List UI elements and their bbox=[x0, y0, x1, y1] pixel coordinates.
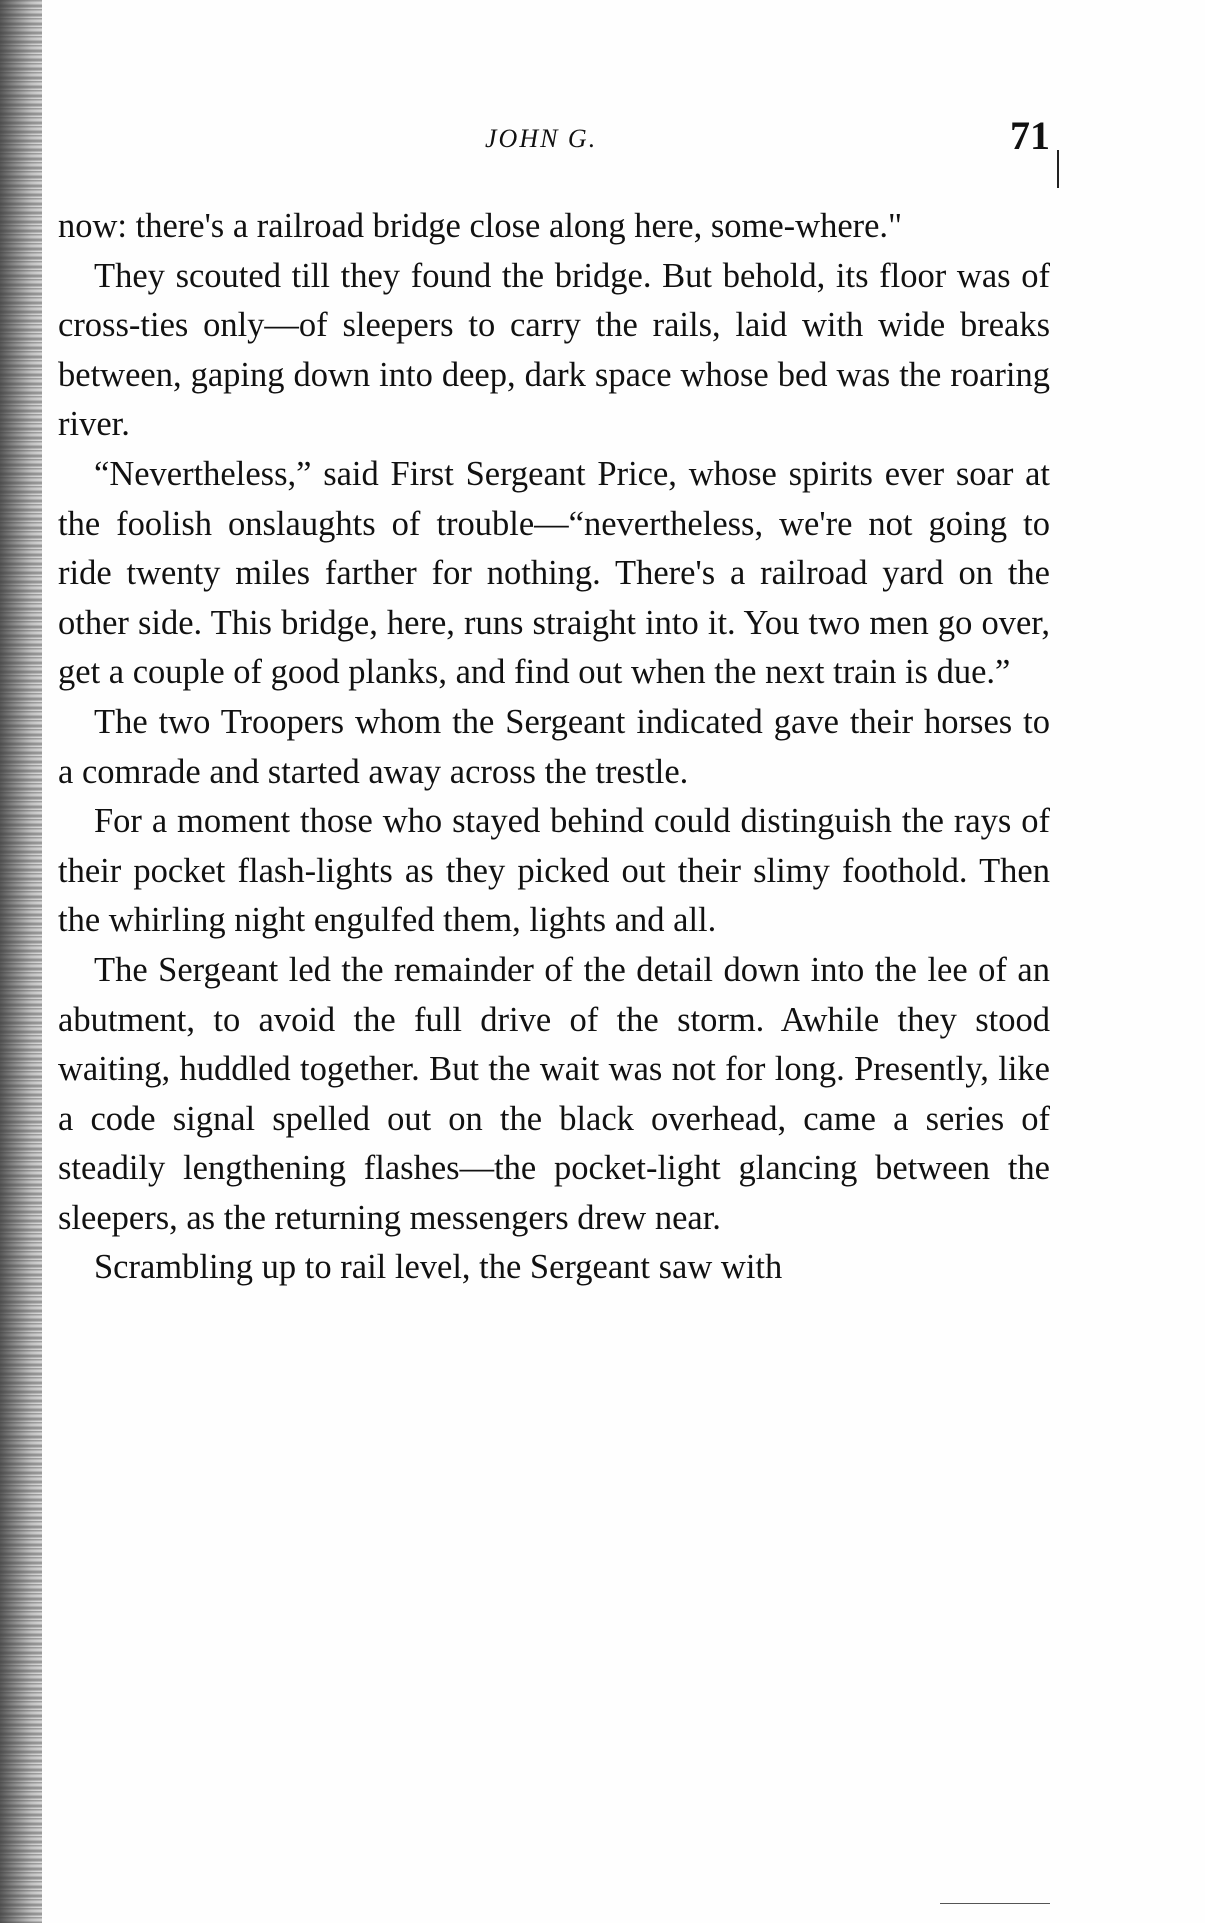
paragraph: Scrambling up to rail level, the Sergeant saw with bbox=[94, 1248, 783, 1287]
body-text bbox=[58, 202, 1050, 1293]
page-number: 71 bbox=[1010, 113, 1050, 158]
paragraph: The two Troopers whom the Sergeant indicated gave their horses to a comrade and started away across the trestle. bbox=[58, 702, 1050, 791]
page-binding-edge bbox=[0, 0, 42, 1923]
margin-mark bbox=[1057, 150, 1059, 188]
paragraph: now: there's a railroad bridge close along here, some-where." bbox=[58, 207, 903, 245]
footer-rule bbox=[940, 1903, 1050, 1904]
running-title: JOHN G. bbox=[485, 124, 598, 153]
paragraph: “Nevertheless,” said First Sergeant Price, whose spirits ever soar at the foolish onslaughts of trouble—“nevertheless, we're not going to ride twenty miles farther for nothing. There's a railroad yard on the other side. This bridge, here, runs straight into it. You two men go over, get a couple of good planks, and find out when the next train is due.” bbox=[58, 454, 1050, 692]
paragraph: The Sergeant led the remainder of the detail down into the lee of an abutment, to avoid the full drive of the storm. Awhile they stood waiting, huddled together. But the wait was not for long. Presently, like a code signal spelled out on the black overhead, came a series of steadily lengthening flashes—the pocket-light glancing between the sleepers, as the returning messengers drew near. bbox=[58, 950, 1050, 1237]
paragraph: They scouted till they found the bridge. But behold, its floor was of cross-ties only—of sleepers to carry the rails, laid with wide breaks between, gaping down into deep, dark space whose bed was the roaring river. bbox=[58, 256, 1050, 444]
running-header bbox=[60, 113, 1050, 168]
paragraph: For a moment those who stayed behind could distinguish the rays of their pocket flash-lights as they picked out their slimy foothold. Then the whirling night engulfed them, lights and all. bbox=[58, 802, 1050, 940]
